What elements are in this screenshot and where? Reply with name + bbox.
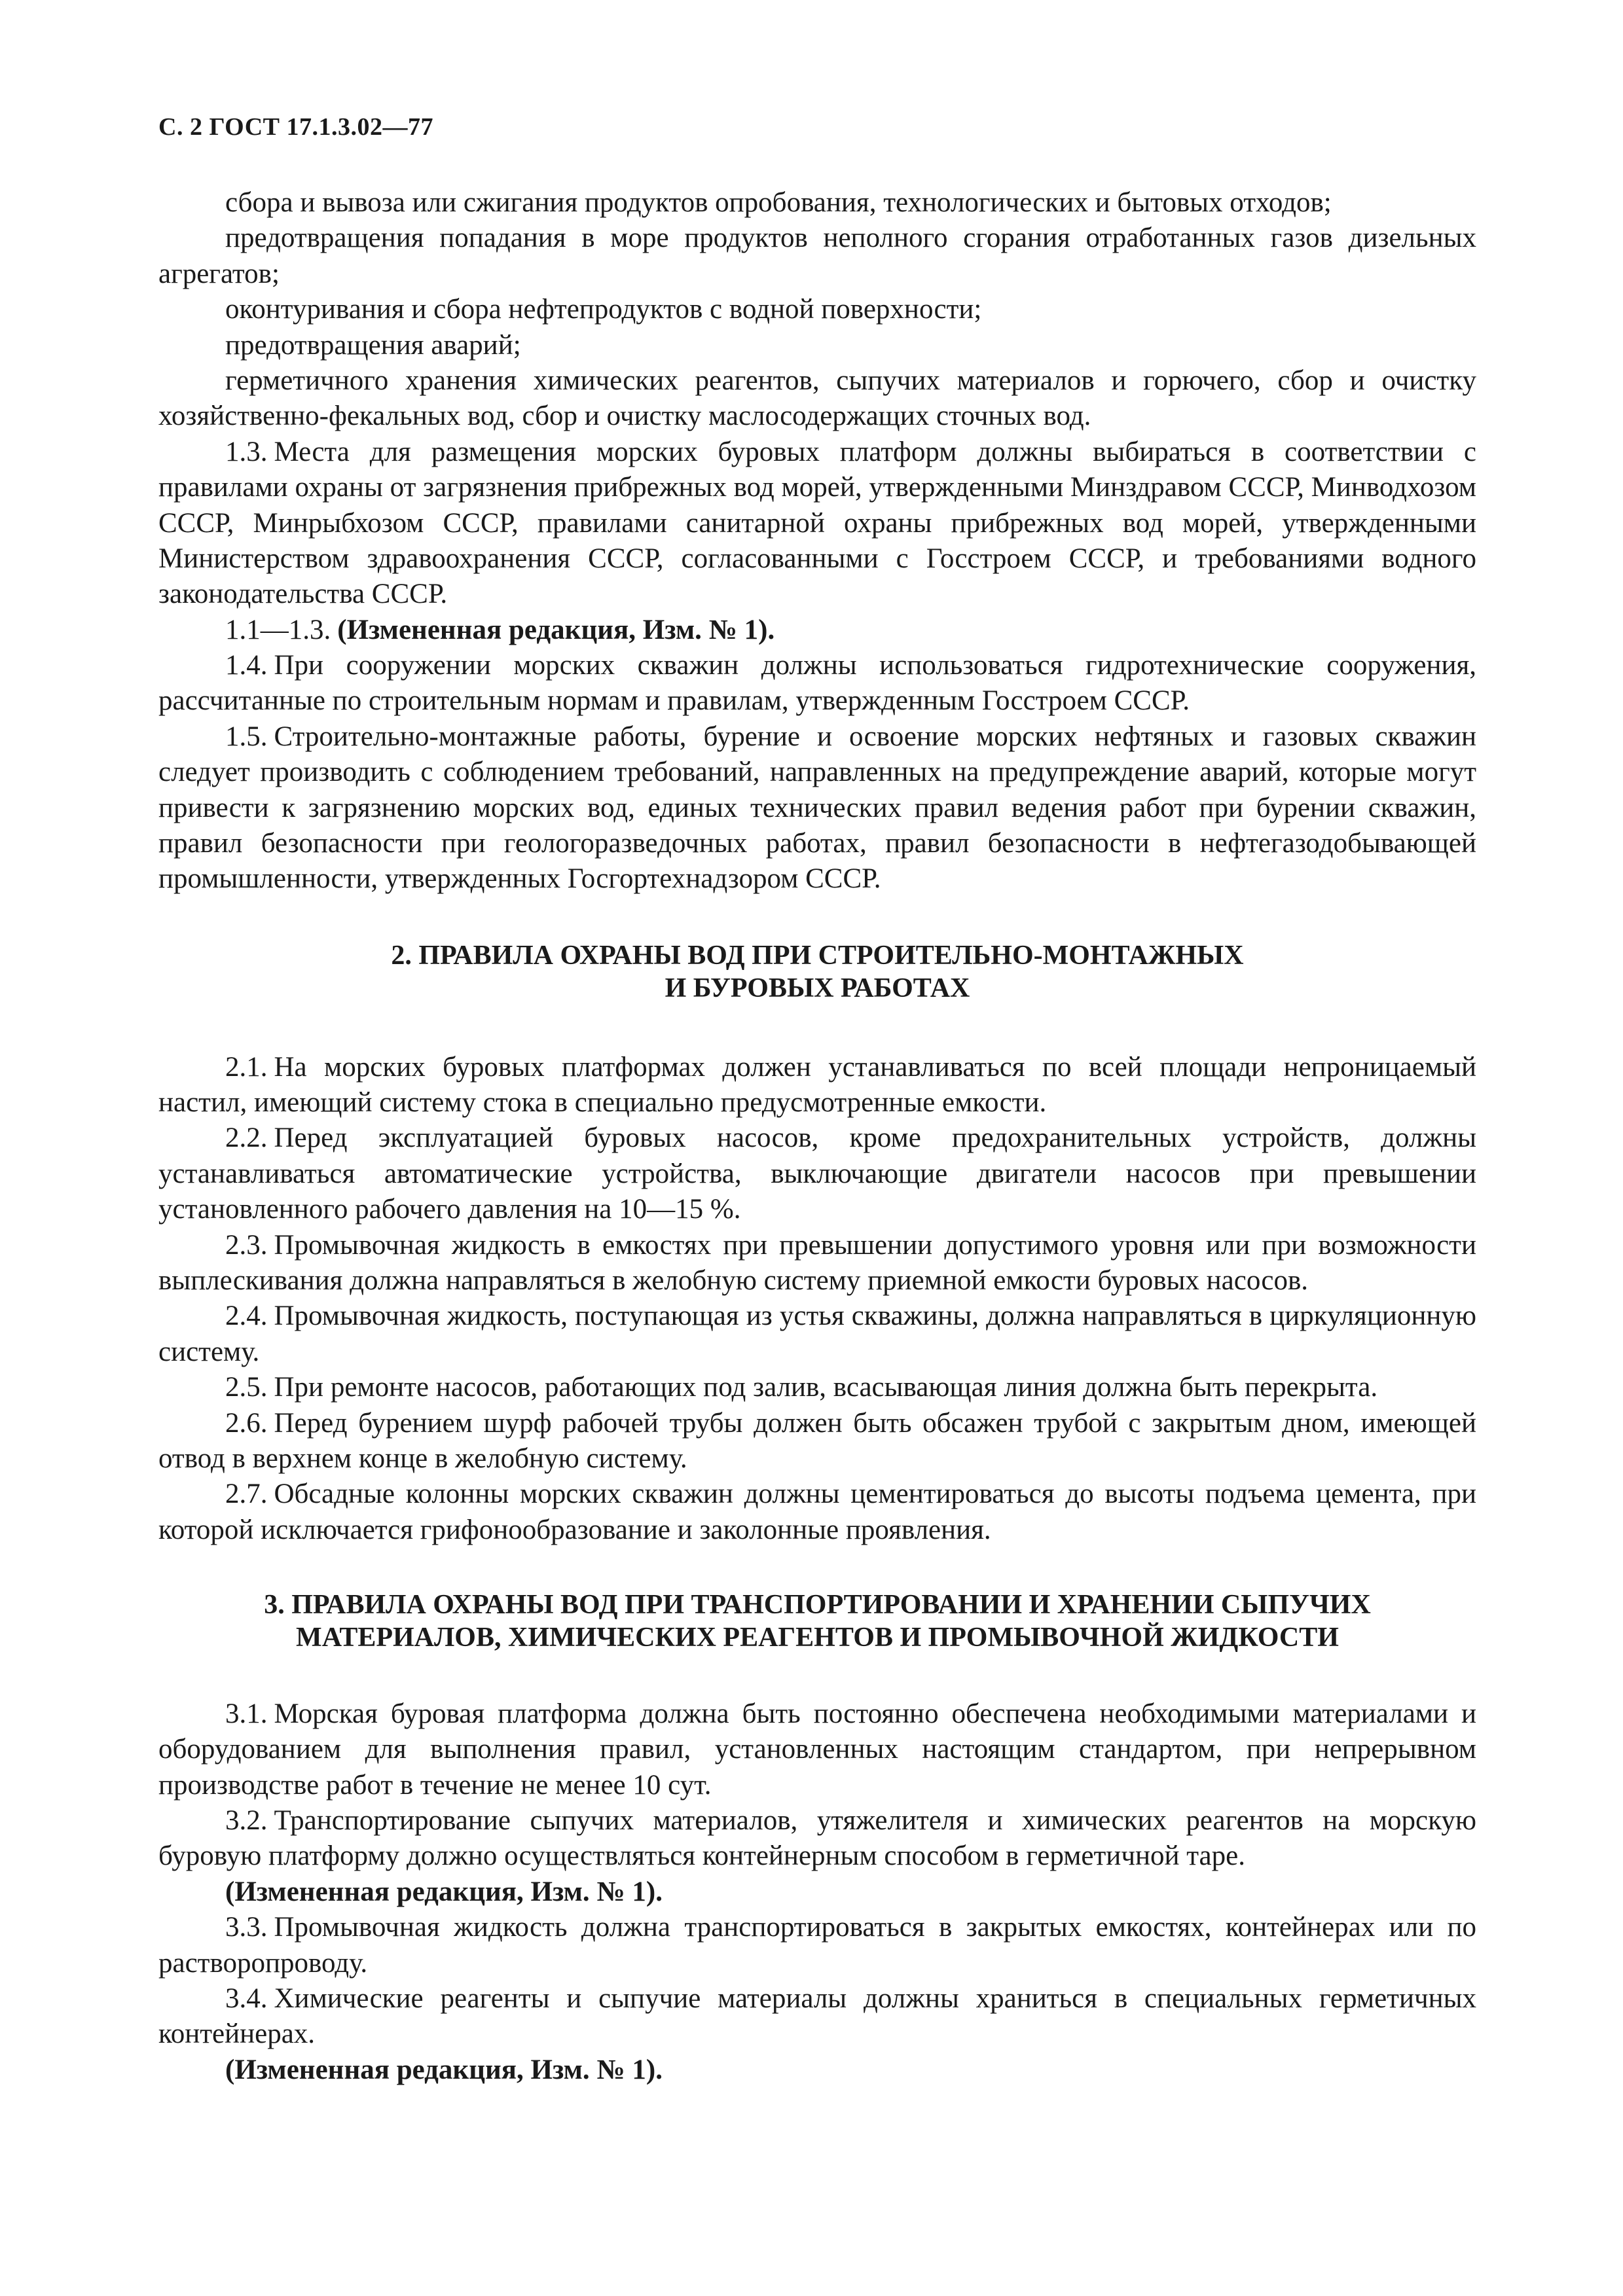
clause-3-1 bbox=[158, 1696, 1476, 1803]
list-item-1: сбора и вывоза или сжигания продуктов опробования, технологических и бытовых отходов; bbox=[225, 187, 1332, 218]
clause-text: Места для размещения морских буровых платформ должны выбираться в соответствии с правилами охраны от загрязнения прибрежных вод морей, утвержденными Минздравом СССР, Минводхозом СССР, Минрыбхозом СССР, правилами санитарной охраны прибрежных вод морей, утвержденными Министерством здравоохранения СССР, согласованными с Госстроем СССР, и требованиями водного законодательства СССР. bbox=[158, 436, 1476, 610]
clause-2-7 bbox=[158, 1477, 1476, 1548]
clause-number: 3.3. bbox=[225, 1912, 268, 1943]
clause-text: Строительно-монтажные работы, бурение и освоение морских нефтяных и газовых скважин следует производить с соблюдением требований, направленных на предупреждение аварий, которые могут привести к загрязнению морских вод, единых технических правил ведения работ при бурении скважин, правил безопасности при геологоразведочных работах, правил безопасности в нефтегазодобывающей промышленности, утвержденных Госгортехнадзором СССР. bbox=[158, 721, 1476, 895]
list-item-2: предотвращения попадания в море продуктов неполного сгорания отработанных газов дизельных агрегатов; bbox=[158, 223, 1476, 289]
clause-2-3 bbox=[158, 1228, 1476, 1299]
amendment-note-3-4: (Измененная редакция, Изм. № 1). bbox=[225, 2054, 663, 2085]
clause-text: Промывочная жидкость должна транспортироваться в закрытых емкостях, контейнерах или по растворопроводу. bbox=[158, 1912, 1476, 1979]
clause-text: Транспортирование сыпучих материалов, утяжелителя и химических реагентов на морскую буровую платформу должно осуществляться контейнерным способом в герметичной таре. bbox=[158, 1805, 1476, 1872]
clause-text: На морских буровых платформах должен устанавливаться по всей площади непроницаемый настил, имеющий систему стока в специально предусмотренные емкости. bbox=[158, 1051, 1476, 1118]
section-title-line: 2. ПРАВИЛА ОХРАНЫ ВОД ПРИ СТРОИТЕЛЬНО-МОНТАЖНЫХ bbox=[391, 940, 1244, 971]
clause-number: 1.3. bbox=[225, 436, 268, 467]
list-item-5: герметичного хранения химических реагентов, сыпучих материалов и горючего, сбор и очистку хозяйственно-фекальных вод, сбор и очистку маслосодержащих сточных вод. bbox=[158, 365, 1476, 432]
list-item-3: оконтуривания и сбора нефтепродуктов с водной поверхности; bbox=[225, 294, 982, 325]
amendment-note-3-2: (Измененная редакция, Изм. № 1). bbox=[225, 1876, 663, 1907]
clause-number: 2.3. bbox=[225, 1229, 268, 1261]
section-3-title bbox=[158, 1588, 1476, 1655]
section-title-line: МАТЕРИАЛОВ, ХИМИЧЕСКИХ РЕАГЕНТОВ И ПРОМЫВОЧНОЙ ЖИДКОСТИ bbox=[296, 1623, 1339, 1653]
clause-number: 1.5. bbox=[225, 721, 268, 752]
clause-text: При сооружении морских скважин должны использоваться гидротехнические сооружения, рассчитанные по строительным нормам и правилам, утвержденным Госстроем СССР. bbox=[158, 650, 1476, 717]
clause-2-4 bbox=[158, 1299, 1476, 1370]
clause-text: Обсадные колонны морских скважин должны цементироваться до высоты подъема цемента, при которой исключается грифонообразование и заколонные проявления. bbox=[158, 1479, 1476, 1545]
clause-2-2 bbox=[158, 1121, 1476, 1227]
clause-text: Морская буровая платформа должна быть постоянно обеспечена необходимыми материалами и оборудованием для выполнения правил, установленных настоящим стандартом, при непрерывном производстве работ в течение не менее 10 сут. bbox=[158, 1698, 1476, 1801]
clause-2-5 bbox=[158, 1370, 1476, 1405]
clause-text: Перед эксплуатацией буровых насосов, кроме предохранительных устройств, должны устанавливаться автоматические устройства, выключающие двигатели насосов при превышении установленного рабочего давления на 10—15 %. bbox=[158, 1122, 1476, 1225]
clause-3-3 bbox=[158, 1910, 1476, 1981]
clause-1-3 bbox=[158, 435, 1476, 613]
clause-range: 1.1—1.3. bbox=[225, 614, 331, 645]
clause-text: При ремонте насосов, работающих под залив, всасывающая линия должна быть перекрыта. bbox=[274, 1372, 1378, 1403]
clause-3-4 bbox=[158, 1981, 1476, 2053]
clause-text: Химические реагенты и сыпучие материалы должны храниться в специальных герметичных контейнерах. bbox=[158, 1982, 1476, 2050]
clause-number: 1.4. bbox=[225, 650, 268, 681]
section-2-title bbox=[158, 939, 1476, 1005]
section-title-line: И БУРОВЫХ РАБОТАХ bbox=[665, 973, 970, 1004]
clause-1-5 bbox=[158, 719, 1476, 897]
amendment-text: (Измененная редакция, Изм. № 1). bbox=[337, 614, 775, 645]
clause-number: 2.7. bbox=[225, 1479, 268, 1510]
clause-text: Промывочная жидкость в емкостях при превышении допустимого уровня или при возможности выплескивания должна направляться в желобную систему приемной емкости буровых насосов. bbox=[158, 1229, 1476, 1296]
document-body bbox=[158, 185, 1476, 2088]
clause-number: 2.1. bbox=[225, 1051, 268, 1083]
clause-3-2 bbox=[158, 1803, 1476, 1874]
amendment-note-1-1-1-3 bbox=[158, 613, 1476, 648]
clause-2-1 bbox=[158, 1050, 1476, 1121]
clause-number: 2.2. bbox=[225, 1122, 268, 1154]
clause-number: 3.1. bbox=[225, 1698, 268, 1729]
clause-text: Перед бурением шурф рабочей трубы должен быть обсажен трубой с закрытым дном, имеющей отвод в верхнем конце в желобную систему. bbox=[158, 1407, 1476, 1474]
clause-number: 2.4. bbox=[225, 1300, 268, 1332]
clause-number: 3.2. bbox=[225, 1805, 268, 1837]
clause-number: 3.4. bbox=[225, 1982, 268, 2014]
clause-number: 2.6. bbox=[225, 1407, 268, 1439]
clause-number: 2.5. bbox=[225, 1372, 268, 1403]
clause-text: Промывочная жидкость, поступающая из устья скважины, должна направляться в циркуляционную систему. bbox=[158, 1300, 1476, 1367]
section-title-line: 3. ПРАВИЛА ОХРАНЫ ВОД ПРИ ТРАНСПОРТИРОВАНИИ И ХРАНЕНИИ СЫПУЧИХ bbox=[264, 1590, 1371, 1621]
clause-1-4 bbox=[158, 648, 1476, 719]
page-header: С. 2 ГОСТ 17.1.3.02—77 bbox=[158, 113, 433, 141]
list-item-4: предотвращения аварий; bbox=[225, 329, 521, 361]
clause-2-6 bbox=[158, 1406, 1476, 1477]
